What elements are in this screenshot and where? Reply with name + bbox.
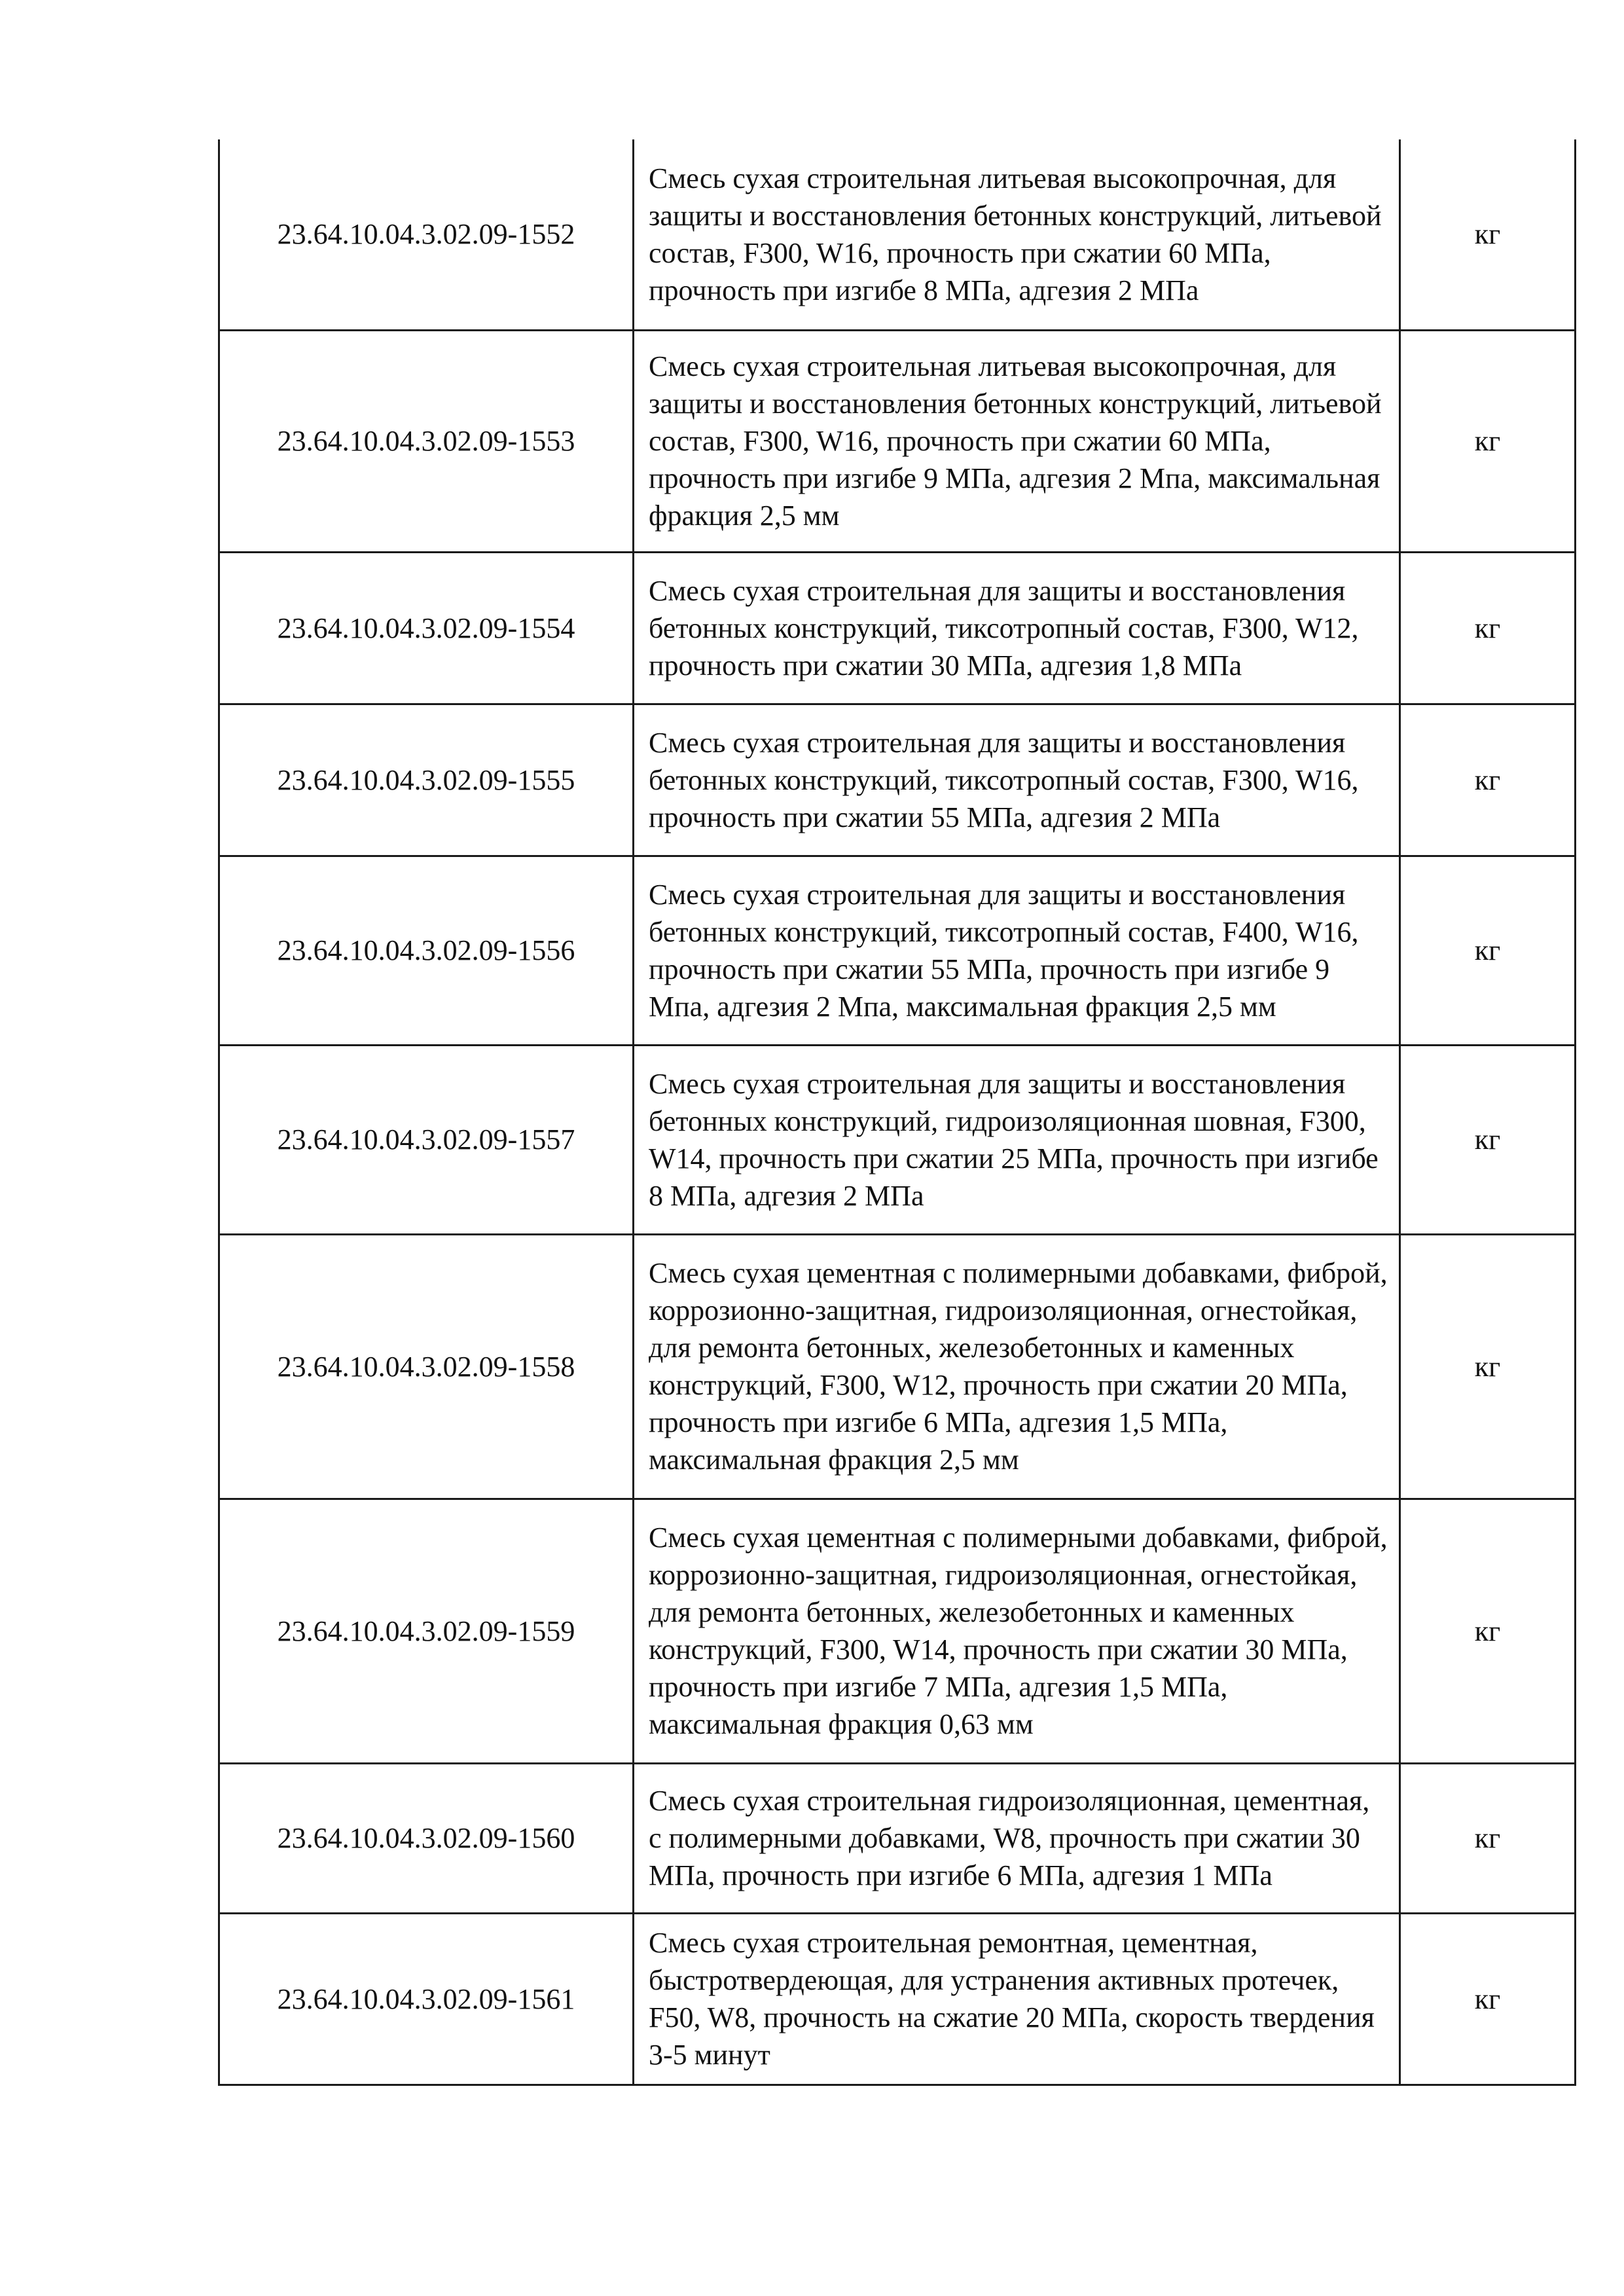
- materials-table: [218, 139, 1576, 2086]
- item-description: Смесь сухая строительная ремонтная, цементная, быстротвердеющая, для устранения активных протечек, F50, W8, прочность на сжатие 20 МПа, скорость твердения 3-5 минут: [634, 1913, 1400, 2085]
- table-row: [219, 139, 1576, 330]
- table-row: [219, 1234, 1576, 1499]
- item-code: 23.64.10.04.3.02.09-1554: [219, 552, 634, 704]
- table-row: [219, 330, 1576, 552]
- item-unit: кг: [1400, 1234, 1576, 1499]
- item-code: 23.64.10.04.3.02.09-1556: [219, 856, 634, 1045]
- table-row: [219, 1913, 1576, 2085]
- item-unit: кг: [1400, 856, 1576, 1045]
- item-unit: кг: [1400, 1499, 1576, 1763]
- table-row: [219, 1499, 1576, 1763]
- item-description: Смесь сухая строительная для защиты и восстановления бетонных конструкций, тиксотропный состав, F300, W16, прочность при сжатии 55 МПа, адгезия 2 МПа: [634, 704, 1400, 856]
- item-code: 23.64.10.04.3.02.09-1560: [219, 1763, 634, 1913]
- item-unit: кг: [1400, 139, 1576, 330]
- item-description: Смесь сухая строительная для защиты и восстановления бетонных конструкций, гидроизоляционная шовная, F300, W14, прочность при сжатии 25 МПа, прочность при изгибе 8 МПа, адгезия 2 МПа: [634, 1045, 1400, 1234]
- table-row: [219, 1763, 1576, 1913]
- table-row: [219, 856, 1576, 1045]
- item-code: 23.64.10.04.3.02.09-1553: [219, 330, 634, 552]
- table-row: [219, 552, 1576, 704]
- item-code: 23.64.10.04.3.02.09-1558: [219, 1234, 634, 1499]
- table-row: [219, 1045, 1576, 1234]
- item-description: Смесь сухая строительная литьевая высокопрочная, для защиты и восстановления бетонных конструкций, литьевой состав, F300, W16, прочность при сжатии 60 МПа, прочность при изгибе 8 МПа, адгезия 2 МПа: [634, 139, 1400, 330]
- item-description: Смесь сухая строительная гидроизоляционная, цементная, с полимерными добавками, W8, прочность при сжатии 30 МПа, прочность при изгибе 6 МПа, адгезия 1 МПа: [634, 1763, 1400, 1913]
- item-description: Смесь сухая строительная литьевая высокопрочная, для защиты и восстановления бетонных конструкций, литьевой состав, F300, W16, прочность при сжатии 60 МПа, прочность при изгибе 9 МПа, адгезия 2 Мпа, максимальная фракция 2,5 мм: [634, 330, 1400, 552]
- item-unit: кг: [1400, 1913, 1576, 2085]
- item-description: Смесь сухая цементная с полимерными добавками, фиброй, коррозионно-защитная, гидроизоляционная, огнестойкая, для ремонта бетонных, железобетонных и каменных конструкций, F300, W14, прочность при сжатии 30 МПа, прочность при изгибе 7 МПа, адгезия 1,5 МПа, максимальная фракция 0,63 мм: [634, 1499, 1400, 1763]
- item-unit: кг: [1400, 1045, 1576, 1234]
- item-code: 23.64.10.04.3.02.09-1559: [219, 1499, 634, 1763]
- item-unit: кг: [1400, 330, 1576, 552]
- item-code: 23.64.10.04.3.02.09-1561: [219, 1913, 634, 2085]
- item-code: 23.64.10.04.3.02.09-1557: [219, 1045, 634, 1234]
- item-description: Смесь сухая строительная для защиты и восстановления бетонных конструкций, тиксотропный состав, F300, W12, прочность при сжатии 30 МПа, адгезия 1,8 МПа: [634, 552, 1400, 704]
- table-row: [219, 704, 1576, 856]
- item-unit: кг: [1400, 552, 1576, 704]
- item-description: Смесь сухая цементная с полимерными добавками, фиброй, коррозионно-защитная, гидроизоляционная, огнестойкая, для ремонта бетонных, железобетонных и каменных конструкций, F300, W12, прочность при сжатии 20 МПа, прочность при изгибе 6 МПа, адгезия 1,5 МПа, максимальная фракция 2,5 мм: [634, 1234, 1400, 1499]
- item-description: Смесь сухая строительная для защиты и восстановления бетонных конструкций, тиксотропный состав, F400, W16, прочность при сжатии 55 МПа, прочность при изгибе 9 Мпа, адгезия 2 Мпа, максимальная фракция 2,5 мм: [634, 856, 1400, 1045]
- item-code: 23.64.10.04.3.02.09-1552: [219, 139, 634, 330]
- item-unit: кг: [1400, 1763, 1576, 1913]
- item-unit: кг: [1400, 704, 1576, 856]
- item-code: 23.64.10.04.3.02.09-1555: [219, 704, 634, 856]
